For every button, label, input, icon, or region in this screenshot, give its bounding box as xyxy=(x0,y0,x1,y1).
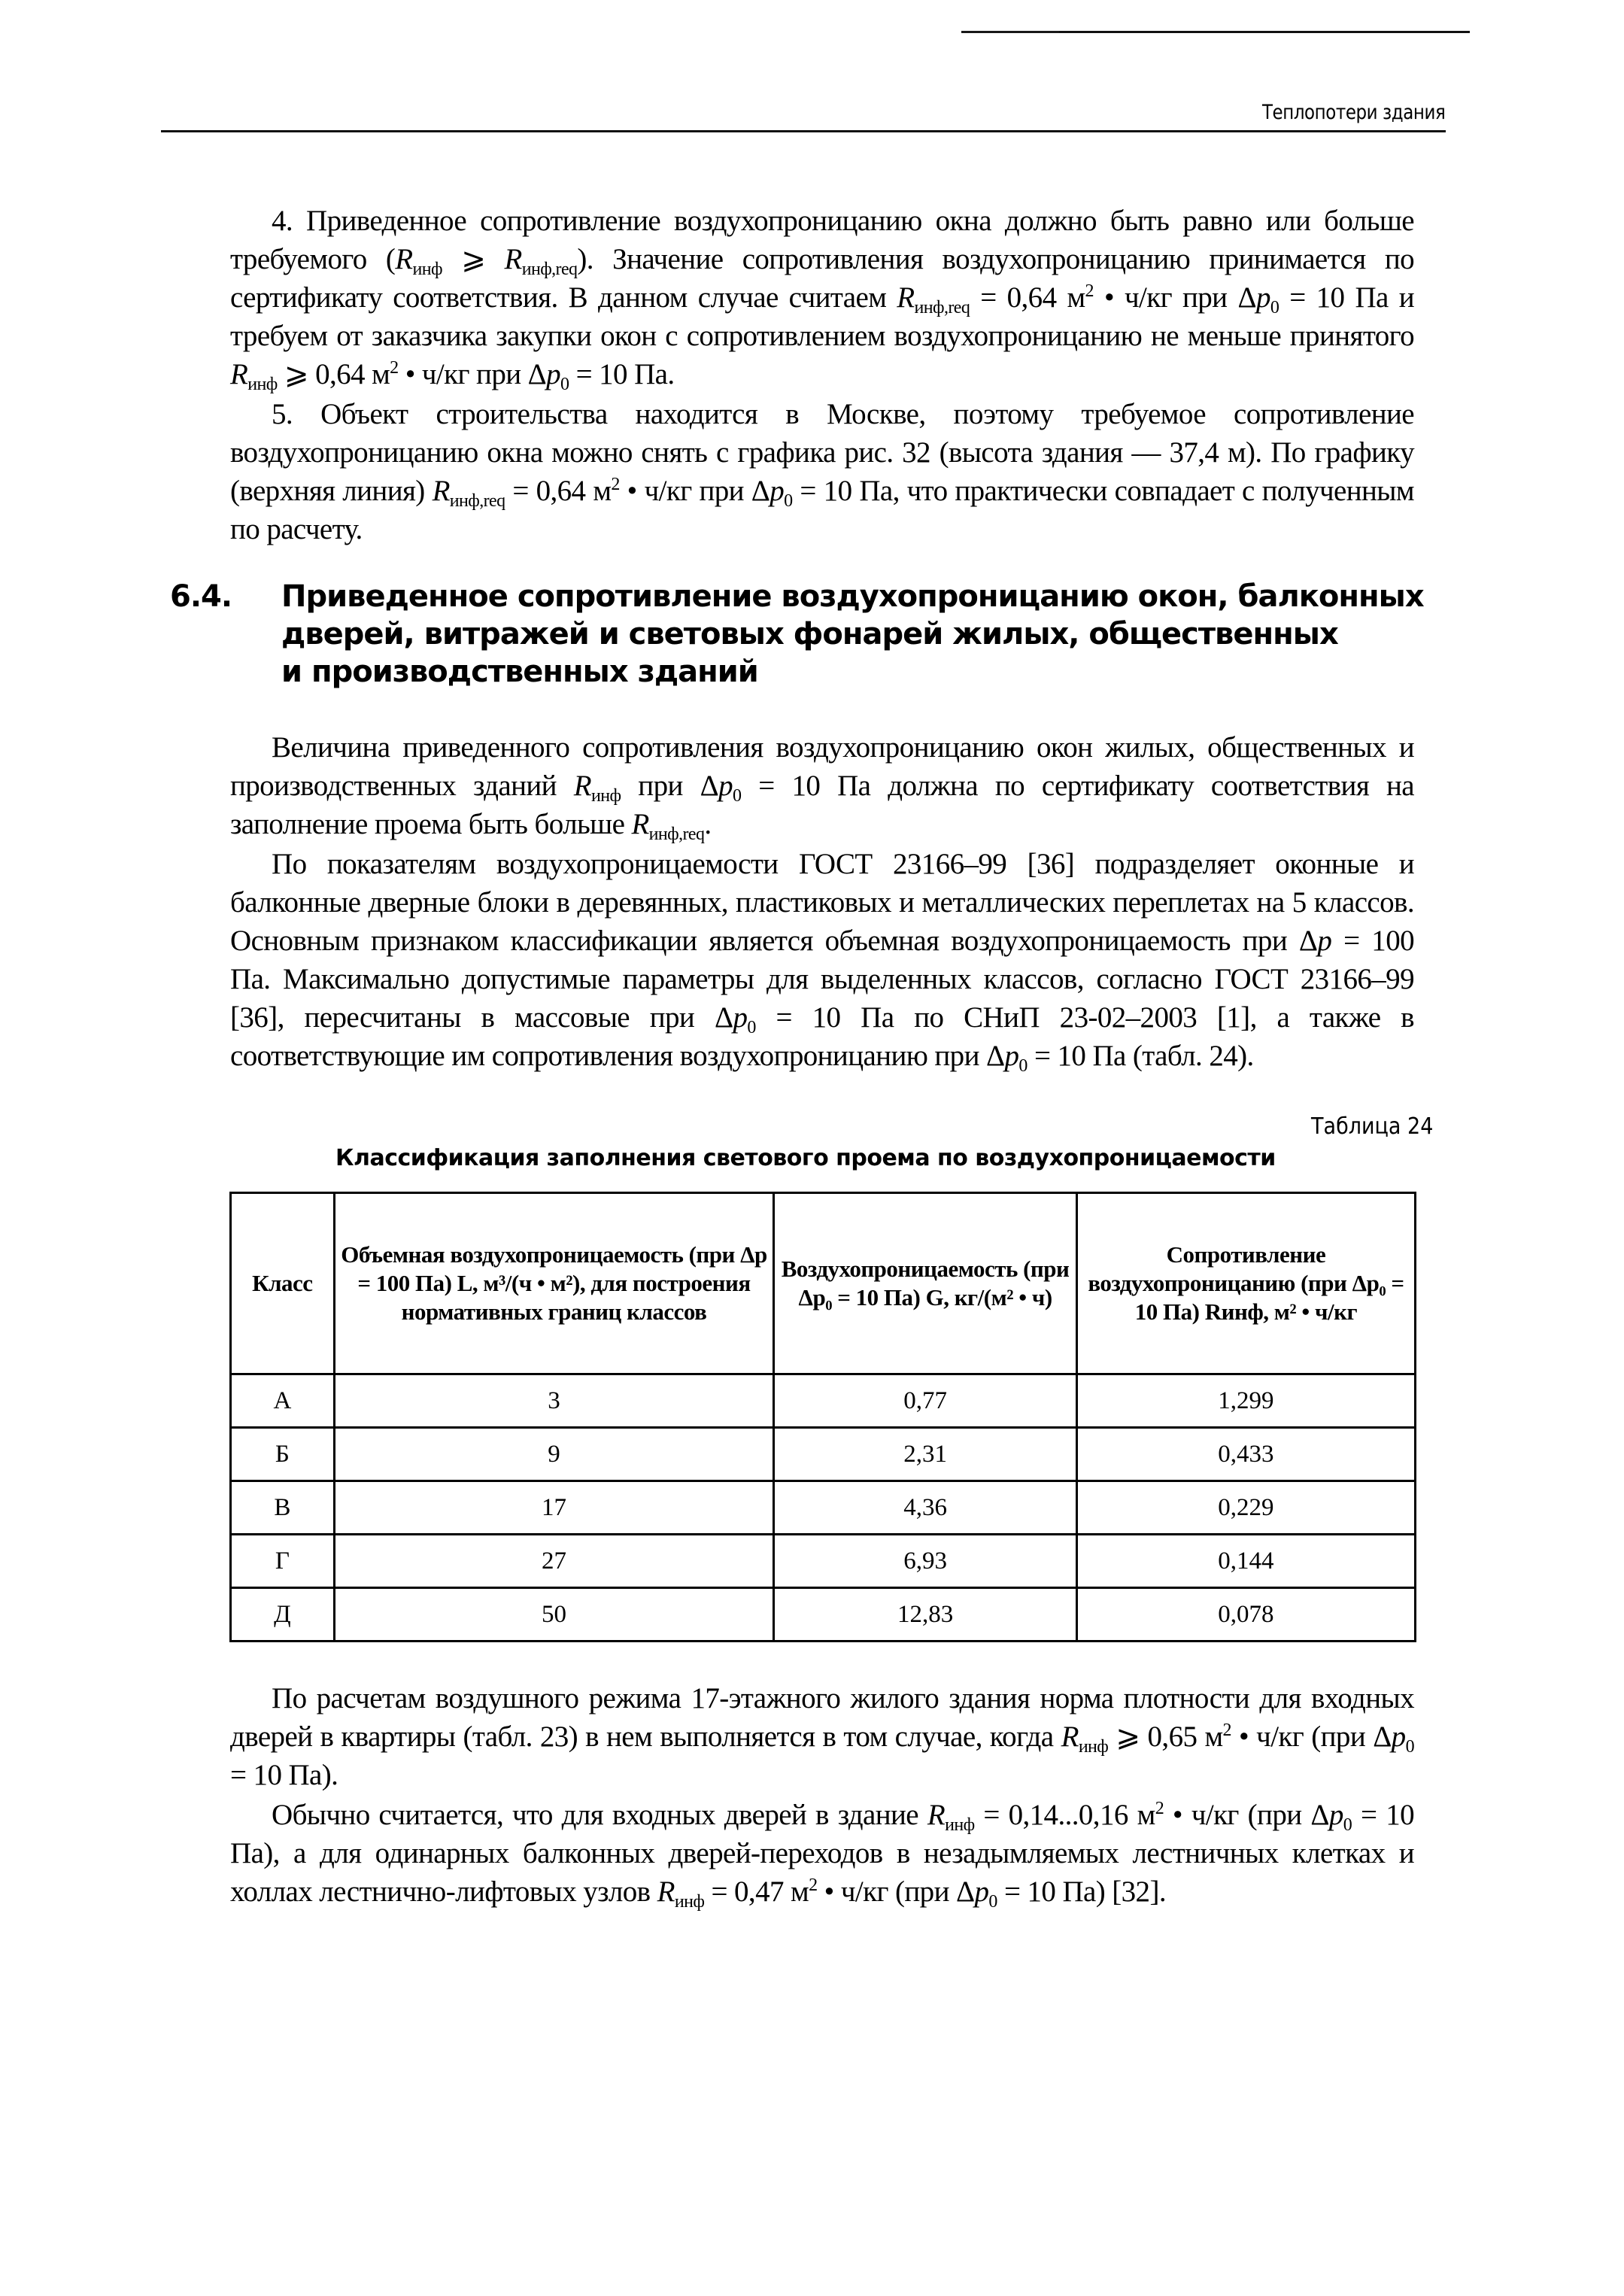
header-mass-permeability: Воздухопроницаемость (при Δp₀ = 10 Па) G, кг/(м² • ч) xyxy=(774,1193,1077,1374)
cell-L: 27 xyxy=(334,1535,774,1588)
cell-L: 3 xyxy=(334,1374,774,1428)
table-number-label: Таблица 24 xyxy=(1310,1113,1433,1140)
cell-R: 0,078 xyxy=(1076,1588,1415,1642)
cell-L: 50 xyxy=(334,1588,774,1642)
cell-L: 9 xyxy=(334,1428,774,1481)
top-paragraphs xyxy=(230,202,1414,548)
middle-paragraphs xyxy=(230,728,1414,1075)
cell-class: Б xyxy=(231,1428,335,1481)
paragraph-gost: По показателям воздухопроницаемости ГОСТ 23166–99 [36] подразделяет оконные и балконные дверные блоки в деревянных, пластиковых и металлических переплетах на 5 классов. Основным признаком классификации является объемная воздухопроницаемость при Δp = 100 Па. Максимально допустимые параметры для выделенных классов, согласно ГОСТ 23166–99 [36], пересчитаны в массовые при $\Delta p_0 = 10$ Па по СНиП 23-02–2003 [1], а также в соответствующие им сопротивления воздухопроницанию при $\Delta p_0 = 10$ Па (табл. 24). xyxy=(230,848,1414,1076)
bottom-paragraphs xyxy=(230,1679,1414,1911)
cell-L: 17 xyxy=(334,1481,774,1535)
cell-G: 4,36 xyxy=(774,1481,1077,1535)
table-row xyxy=(231,1535,1416,1588)
section-heading-line-3: и производственных зданий xyxy=(281,654,758,689)
table-row xyxy=(231,1428,1416,1481)
header-volumetric-permeability: Объемная воздухопроницаемость (при Δp = 100 Па) L, м³/(ч • м²), для построения нормативных границ классов xyxy=(334,1193,774,1374)
paragraph-item-5: 5. Объект строительства находится в Москве, поэтому требуемое сопротивление воздухопроницанию окна можно снять с графика рис. 32 (высота здания — 37,4 м). По графику (верхняя линия) $R_{инф,req} = 0,64$ $м^2$ • ч/кг при $\Delta p_0 = 10$ Па, что практически совпадает с полученным по расчету. xyxy=(230,398,1414,545)
table-row xyxy=(231,1374,1416,1428)
section-number: 6.4. xyxy=(170,579,232,614)
table-title: Классификация заполнения светового проема по воздухопроницаемости xyxy=(335,1145,1276,1171)
header-resistance: Сопротивление воздухопроницанию (при Δp₀ = 10 Па) Rинф, м² • ч/кг xyxy=(1076,1193,1415,1374)
header-class: Класс xyxy=(231,1193,335,1374)
cell-R: 0,144 xyxy=(1076,1535,1415,1588)
cell-G: 6,93 xyxy=(774,1535,1077,1588)
section-heading-line-2: дверей, витражей и световых фонарей жилых, общественных xyxy=(281,617,1338,651)
paragraph-17-storey-calc: По расчетам воздушного режима 17-этажного жилого здания норма плотности для входных дверей в квартиры (табл. 23) в нем выполняется в том случае, когда $R_{инф}$ ⩾ 0,65 $м^2$ • ч/кг (при $\Delta p_0 = 10$ Па). xyxy=(230,1682,1414,1791)
cell-R: 1,299 xyxy=(1076,1374,1415,1428)
cell-G: 2,31 xyxy=(774,1428,1077,1481)
header-rule xyxy=(161,130,1446,132)
cell-G: 0,77 xyxy=(774,1374,1077,1428)
cell-R: 0,433 xyxy=(1076,1428,1415,1481)
classification-table xyxy=(229,1192,1416,1642)
section-heading-line-1: 6.4. Приведенное сопротивление воздухопроницанию окон, балконных xyxy=(170,579,1424,614)
cell-G: 12,83 xyxy=(774,1588,1077,1642)
section-heading-6-4 xyxy=(170,578,1429,691)
paragraph-usual-values: Обычно считается, что для входных дверей в здание $R_{инф} = 0,14...0,16$ $м^2$ • ч/кг (при $\Delta p_0 = 10$ Па), а для одинарных балконных дверей-переходов в незадымляемых лестничных клетках и холлах лестнично-лифтовых узлов $R_{инф} = 0,47$ $м^2$ • ч/кг (при $\Delta p_0 = 10$ Па) [32]. xyxy=(230,1799,1414,1912)
cell-R: 0,229 xyxy=(1076,1481,1415,1535)
table-header-row xyxy=(231,1193,1416,1374)
cell-class: Д xyxy=(231,1588,335,1642)
table-row xyxy=(231,1481,1416,1535)
paragraph-item-4: 4. Приведенное сопротивление воздухопроницанию окна должно быть равно или больше требуемого ($R_{инф}$ ⩾ $R_{инф,req}$). Значение сопротивления воздухопроницанию принимается по сертификату соответствия. В данном случае считаем $R_{инф,req} = 0,64$ $м^2$ • ч/кг при $\Delta p_0 = 10$ Па и требуем от заказчика закупки окон с сопротивлением воздухопроницанию не меньше принятого $R_{инф}$ ⩾ 0,64 $м^2$ • ч/кг при $\Delta p_0 = 10$ Па. xyxy=(230,205,1414,394)
table-row xyxy=(231,1588,1416,1642)
cell-class: Г xyxy=(231,1535,335,1588)
cell-class: А xyxy=(231,1374,335,1428)
paragraph-intro: Величина приведенного сопротивления воздухопроницанию окон жилых, общественных и производственных зданий $R_{инф}$ при $\Delta p_0 = 10$ Па должна по сертификату соответствия на заполнение проема быть больше $R_{инф,req}$. xyxy=(230,731,1414,844)
running-header: Теплопотери здания xyxy=(1261,101,1445,124)
cell-class: В xyxy=(231,1481,335,1535)
